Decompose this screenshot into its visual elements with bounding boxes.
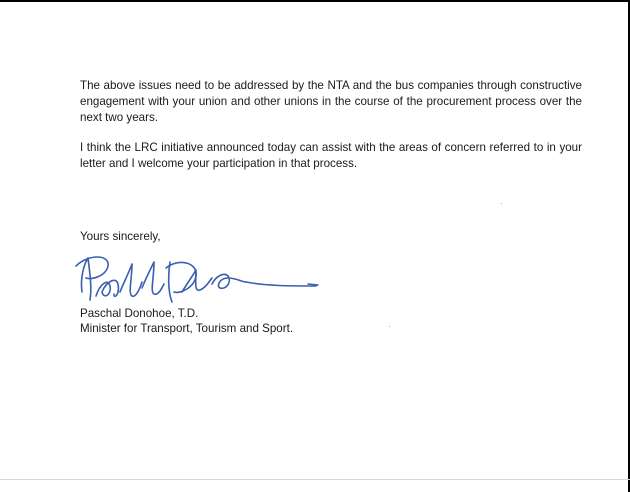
signer-block — [80, 306, 293, 336]
letter-closing: Yours sincerely, — [80, 230, 161, 243]
scan-speck — [501, 203, 502, 204]
handwritten-signature — [70, 248, 330, 308]
letter-paragraph-1: The above issues need to be addressed by the NTA and the bus companies through constructive engagement with your union and other unions in the course of the procurement process over the next two years. — [80, 79, 582, 124]
letter-paragraph-2: I think the LRC initiative announced today can assist with the areas of concern referred to in your letter and I welcome your participation in that process. — [80, 141, 582, 170]
page-top-border — [0, 0, 630, 2]
letter-body — [80, 78, 582, 186]
scan-speck — [389, 326, 390, 327]
signer-name: Paschal Donohoe, T.D. — [80, 307, 199, 320]
signer-title: Minister for Transport, Tourism and Sport. — [80, 322, 294, 335]
page-bottom-line — [0, 479, 630, 480]
